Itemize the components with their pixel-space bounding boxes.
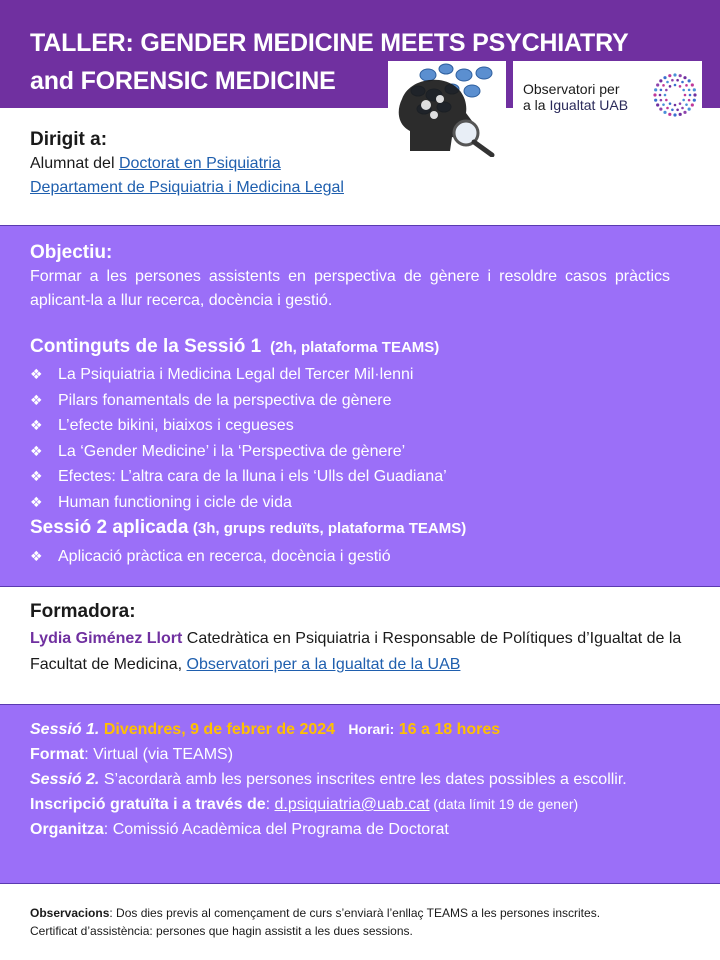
formadora-heading: Formadora:	[30, 601, 136, 622]
list-item-text: L’efecte bikini, biaixos i cegueses	[58, 417, 294, 435]
observatori-logo	[513, 61, 702, 129]
title-line-1: TALLER: GENDER MEDICINE MEETS PSYCHIATRY	[30, 29, 629, 57]
continguts-list	[30, 362, 680, 516]
format-line: Format: Virtual (via TEAMS)	[30, 746, 234, 763]
email-link[interactable]: d.psiquiatria@uab.cat	[274, 796, 430, 813]
list-item	[30, 490, 680, 516]
schedule-box	[0, 704, 720, 884]
list-item	[30, 544, 680, 569]
title-line-2: and FORENSIC MEDICINE	[30, 67, 336, 95]
observatori-link[interactable]: Observatori per a la Igualtat de la UAB	[186, 656, 461, 673]
diamond-bullet-icon: ❖	[30, 366, 43, 382]
list-item-text: Efectes: L’altra cara de la lluna i els ‘Ulls del Guadiana’	[58, 468, 447, 486]
formadora-name: Lydia Giménez Llort	[30, 630, 183, 647]
list-item	[30, 464, 680, 490]
diamond-bullet-icon: ❖	[30, 417, 43, 434]
diamond-bullet-icon: ❖	[30, 391, 43, 408]
observacions-note	[30, 904, 710, 940]
diamond-bullet-icon: ❖	[30, 468, 43, 485]
diamond-bullet-icon: ❖	[30, 442, 43, 459]
departament-link[interactable]: Departament de Psiquiatria i Medicina Legal	[30, 179, 344, 196]
dotted-ring-icon	[651, 71, 699, 119]
doctorat-link[interactable]: Doctorat en Psiquiatria	[118, 155, 281, 172]
target-audience-section	[30, 128, 680, 200]
organitza-line: Organitza: Comissió Acadèmica del Programa de Doctorat	[30, 821, 449, 838]
list-item	[30, 362, 680, 388]
formadora-text: Lydia Giménez Llort Catedràtica en Psiquiatria i Responsable de Polítiques d’Igualtat de la Facultat de Medicina, Observatori per a la Igualtat de la UAB	[30, 630, 682, 673]
observacions-line-2: Certificat d’assistència: persones que hagin assistit a les dues sessions.	[30, 924, 413, 938]
diamond-bullet-icon: ❖	[30, 548, 43, 564]
dirigit-heading: Dirigit a:	[30, 129, 108, 150]
list-item-text: La ‘Gender Medicine’ i la ‘Perspectiva de gènere’	[58, 442, 406, 460]
logo-line-2: a la Igualtat UAB	[523, 97, 629, 113]
formadora-section	[30, 600, 695, 678]
inscripcio-line: Inscripció gratuïta i a través de: d.psiquiatria@uab.cat (data límit 19 de gener)	[30, 796, 579, 813]
continguts-heading: Continguts de la Sessió 1 (2h, plataforma TEAMS)	[30, 336, 440, 357]
list-item	[30, 413, 680, 439]
list-item-text: Aplicació pràctica en recerca, docència i gestió	[58, 548, 391, 565]
list-item-text: La Psiquiatria i Medicina Legal del Tercer Mil·lenni	[58, 366, 414, 383]
sessio1-line: Sessió 1. Divendres, 9 de febrer de 2024 Horari: 16 a 18 hores	[30, 721, 501, 738]
logo-line-1: Observatori per	[523, 81, 620, 97]
objectiu-text: Formar a les persones assistents en perspectiva de gènere i resoldre casos pràctics aplicant-la a llur recerca, docència i gestió.	[30, 268, 670, 309]
content-box	[0, 225, 720, 587]
list-item-text: Human functioning i cicle de vida	[58, 493, 292, 511]
objectiu-section	[30, 241, 670, 313]
diamond-bullet-icon: ❖	[30, 493, 43, 510]
dirigit-line-1: Alumnat del Doctorat en Psiquiatria	[30, 155, 281, 172]
dirigit-line-2	[30, 176, 680, 200]
objectiu-heading: Objectiu:	[30, 242, 113, 263]
observacions-line-1: Observacions: Dos dies previs al començament de curs s’enviarà l’enllaç TEAMS a les persones inscrites.	[30, 906, 601, 920]
list-item-text: Pilars fonamentals de la perspectiva de gènere	[58, 391, 392, 409]
sessio2-line: Sessió 2. S’acordarà amb les persones inscrites entre les dates possibles a escollir.	[30, 771, 627, 788]
schedule-info	[30, 717, 680, 842]
logo-text	[523, 81, 628, 113]
sessio2-heading: Sessió 2 aplicada (3h, grups reduïts, plataforma TEAMS)	[30, 517, 467, 538]
sessio2-list	[30, 544, 680, 569]
list-item	[30, 388, 680, 414]
list-item	[30, 439, 680, 465]
